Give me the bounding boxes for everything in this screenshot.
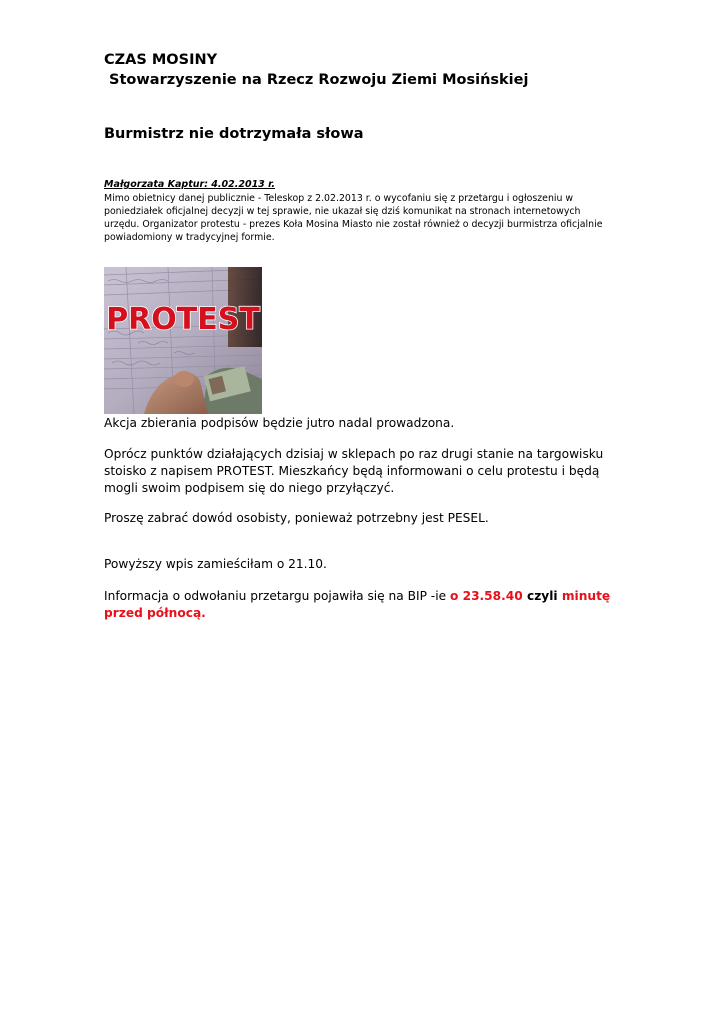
- article-title: Burmistrz nie dotrzymała słowa: [104, 126, 364, 142]
- site-subtitle: Stowarzyszenie na Rzecz Rozwoju Ziemi Mosińskiej: [104, 72, 529, 88]
- site-title: CZAS MOSINY: [104, 52, 218, 68]
- paragraph-3: Proszę zabrać dowód osobisty, ponieważ potrzebny jest PESEL.: [104, 511, 489, 525]
- article-byline: Małgorzata Kaptur: 4.02.2013 r.: [104, 179, 276, 190]
- paragraph-1: Akcja zbierania podpisów będzie jutro nadal prowadzona.: [104, 416, 455, 430]
- protest-photo-graphic: [104, 267, 262, 414]
- paragraph-5: [104, 588, 624, 622]
- paragraph-2: Oprócz punktów działających dzisiaj w sklepach po raz drugi stanie na targowisku stoisko z napisem PROTEST. Mieszkańcy będą informowani o celu protestu i będą mogli swoim podpisem się do niego przyłączyć.: [104, 447, 604, 495]
- article-lead: Mimo obietnicy danej publicznie - Teleskop z 2.02.2013 r. o wycofaniu się z przetargu i ogłoszeniu w poniedziałek oficjalnej decyzji w tej sprawie, nie ukazał się dziś komunikat na stronach internetowych urzędu. Organizator protestu - prezes Koła Mosina Miasto nie został również o decyzji burmistrza oficjalnie powiadomiony w tradycyjnej formie.: [104, 193, 603, 243]
- protest-photo-caption: PROTEST: [106, 302, 260, 337]
- paragraph-4: Powyższy wpis zamieściłam o 21.10.: [104, 557, 327, 571]
- time-highlight: o 23.58.40: [449, 589, 523, 603]
- paragraph-5-text: Informacja o odwołaniu przetargu pojawiła się na BIP -ie: [104, 589, 450, 603]
- paragraph-5-middle: czyli: [522, 589, 562, 603]
- midnight-highlight: minutę przed północą.: [104, 589, 611, 620]
- protest-photo: [104, 267, 262, 414]
